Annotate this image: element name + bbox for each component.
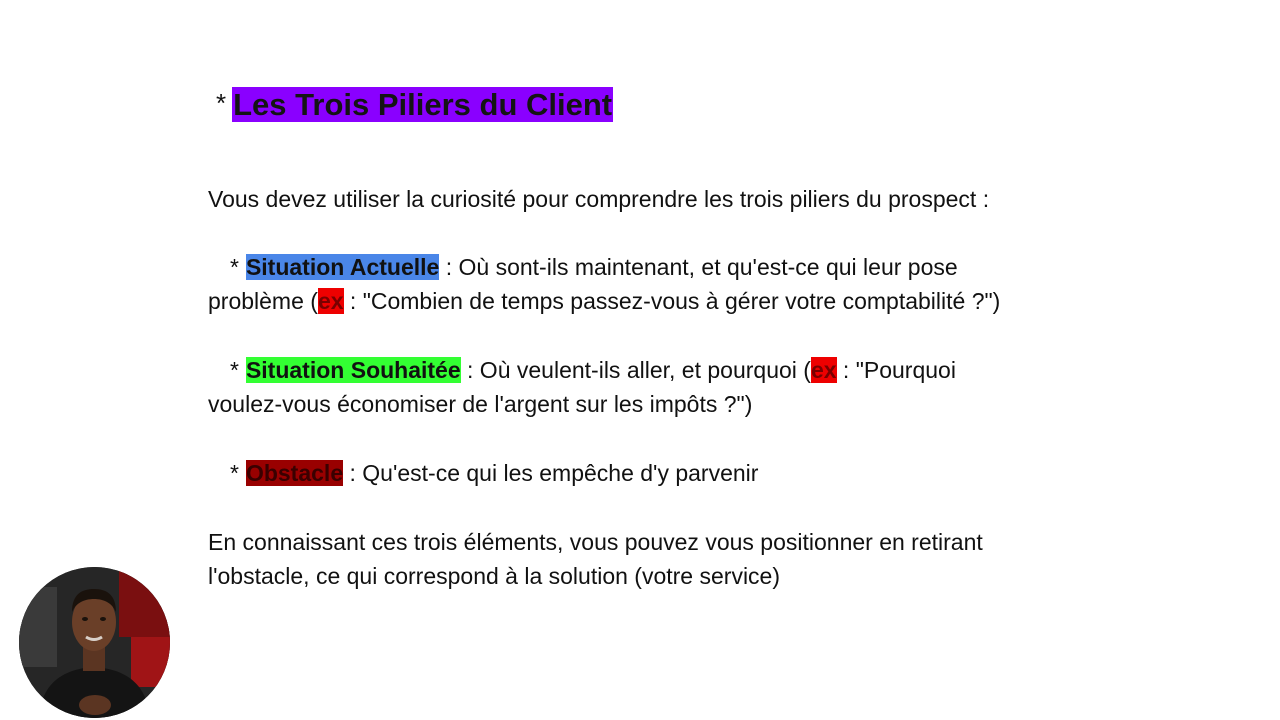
pillar-situation-souhaitee	[208, 353, 1108, 421]
conclusion-line: En connaissant ces trois éléments, vous pouvez vous positionner en retirant	[208, 529, 983, 555]
pillar-obstacle	[208, 456, 1108, 490]
pillar-example: : "Pourquoi	[836, 357, 956, 383]
pillar-text: : Qu'est-ce qui les empêche d'y parvenir	[343, 460, 759, 486]
pillar-bullet: *	[230, 254, 239, 280]
pillar-line	[208, 353, 1108, 387]
presenter-webcam-icon	[19, 567, 170, 718]
ex-tag: ex	[810, 357, 837, 383]
pillar-line	[208, 456, 1108, 490]
pillar-label: Situation Souhaitée	[245, 357, 461, 383]
heading-bullet: *	[216, 88, 227, 118]
conclusion-paragraph	[208, 525, 1108, 593]
pillar-bullet: *	[230, 460, 239, 486]
slide-heading	[216, 84, 613, 124]
pillar-situation-actuelle	[208, 250, 1108, 318]
pillar-line	[208, 284, 1108, 318]
presenter-webcam-icon	[19, 567, 170, 718]
pillar-text: : Où veulent-ils aller, et pourquoi (	[460, 357, 811, 383]
pillar-label: Situation Actuelle	[245, 254, 440, 280]
pillar-text: : Où sont-ils maintenant, et qu'est-ce qui leur pose	[439, 254, 958, 280]
pillar-line	[208, 250, 1108, 284]
pillar-line	[208, 387, 1108, 421]
pillar-label: Obstacle	[245, 460, 344, 486]
pillar-bullet: *	[230, 357, 239, 383]
pillar-example: voulez-vous économiser de l'argent sur les impôts ?")	[208, 391, 753, 417]
heading-title: Les Trois Piliers du Client	[233, 87, 613, 122]
pillar-text: problème (	[208, 288, 318, 314]
intro-paragraph: Vous devez utiliser la curiosité pour comprendre les trois piliers du prospect :	[208, 186, 990, 212]
ex-tag: ex	[317, 288, 344, 314]
pillar-example: : "Combien de temps passez-vous à gérer votre comptabilité ?")	[343, 288, 1001, 314]
conclusion-line: l'obstacle, ce qui correspond à la solution (votre service)	[208, 563, 781, 589]
